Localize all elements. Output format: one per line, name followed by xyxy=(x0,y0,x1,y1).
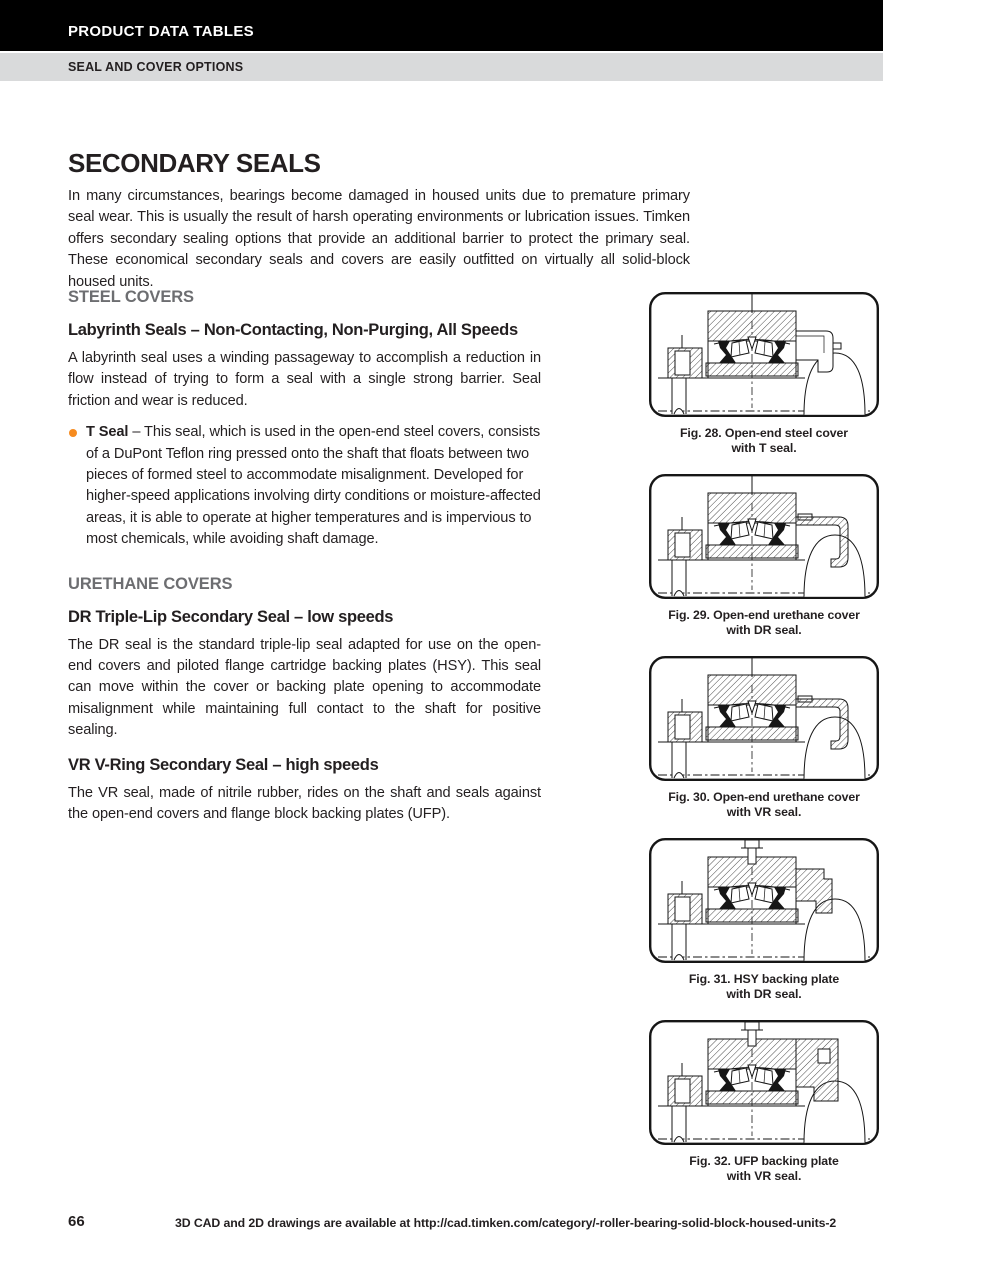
header-kicker: PRODUCT DATA TABLES xyxy=(68,23,254,40)
figure-30-caption: Fig. 30. Open-end urethane cover with VR seal. xyxy=(668,790,860,819)
t-seal-lead: T Seal xyxy=(86,424,129,441)
dr-seal-paragraph: The DR seal is the standard triple-lip seal adapted for use on the open-end covers and piloted flange cartridge backing plates (HSY). This seal can move within the cover or backing plate opening to accommodate misalignment while maintaining full contact to the shaft for positive sealing. xyxy=(68,636,541,739)
bearing-cross-section-hsy-backing-plate-dr-seal-diagram xyxy=(648,837,880,964)
figure-28-caption: Fig. 28. Open-end steel cover with T seal. xyxy=(680,426,848,455)
t-seal-bullet-item xyxy=(68,422,541,550)
t-seal-text xyxy=(86,422,541,550)
intro-paragraph: In many circumstances, bearings become damaged in housed units due to premature primary seal wear. This is usually the result of harsh operating environments or lubrication issues. Timken offers secondary sealing options that provide an additional barrier to protect the primary seal. These economical secondary seals and covers are easily outfitted on virtually all solid-block housed units. xyxy=(68,188,690,290)
section-heading-steel-covers: STEEL COVERS xyxy=(68,288,194,306)
bearing-cross-section-urethane-cover-dr-seal-diagram xyxy=(648,473,880,600)
figure-29-caption: Fig. 29. Open-end urethane cover with DR seal. xyxy=(668,608,860,637)
subheader-label: SEAL AND COVER OPTIONS xyxy=(68,60,244,74)
cad-download-link[interactable]: 3D CAD and 2D drawings are available at http://cad.timken.com/category/-roller-bearing-solid-block-housed-units-2 xyxy=(175,1216,837,1230)
figure-28 xyxy=(648,291,880,455)
figure-32 xyxy=(648,1019,880,1183)
t-seal-body: – This seal, which is used in the open-end steel covers, consists of a DuPont Teflon ring pressed onto the shaft that floats between two pieces of formed steel to accommodate misalignment. Developed for higher-speed applications involving dirty conditions or moisture-affected areas, it is able to operate at higher temperatures and is impervious to most chemicals, while avoiding shaft damage. xyxy=(86,424,541,548)
subheading-dr-seal: DR Triple-Lip Secondary Seal – low speeds xyxy=(68,607,394,626)
figure-32-caption: Fig. 32. UFP backing plate with VR seal. xyxy=(689,1154,839,1183)
section-heading-urethane-covers: URETHANE COVERS xyxy=(68,574,233,593)
header-bar xyxy=(0,0,883,51)
subheading-labyrinth-seals: Labyrinth Seals – Non-Contacting, Non-Purging, All Speeds xyxy=(68,321,518,339)
vr-seal-paragraph: The VR seal, made of nitrile rubber, rides on the shaft and seals against the open-end covers and flange block backing plates (UFP). xyxy=(68,784,541,823)
bearing-cross-section-ufp-backing-plate-vr-seal-diagram xyxy=(648,1019,880,1146)
page-number: 66 xyxy=(68,1213,85,1230)
subheading-vr-seal: VR V-Ring Secondary Seal – high speeds xyxy=(68,755,379,774)
labyrinth-paragraph: A labyrinth seal uses a winding passageway to accomplish a reduction in flow instead of trying to form a seal with a single strong barrier. Seal friction and wear is reduced. xyxy=(68,350,541,409)
bullet-icon xyxy=(69,429,77,437)
page-title: SECONDARY SEALS xyxy=(68,148,321,178)
text-column xyxy=(68,288,541,826)
bearing-cross-section-steel-cover-t-seal-diagram xyxy=(648,291,880,418)
figure-30 xyxy=(648,655,880,819)
subheader-bar xyxy=(0,53,883,81)
figure-29 xyxy=(648,473,880,637)
figure-31-caption: Fig. 31. HSY backing plate with DR seal. xyxy=(688,972,840,1001)
figure-31 xyxy=(648,837,880,1001)
bearing-cross-section-urethane-cover-vr-seal-diagram xyxy=(648,655,880,782)
